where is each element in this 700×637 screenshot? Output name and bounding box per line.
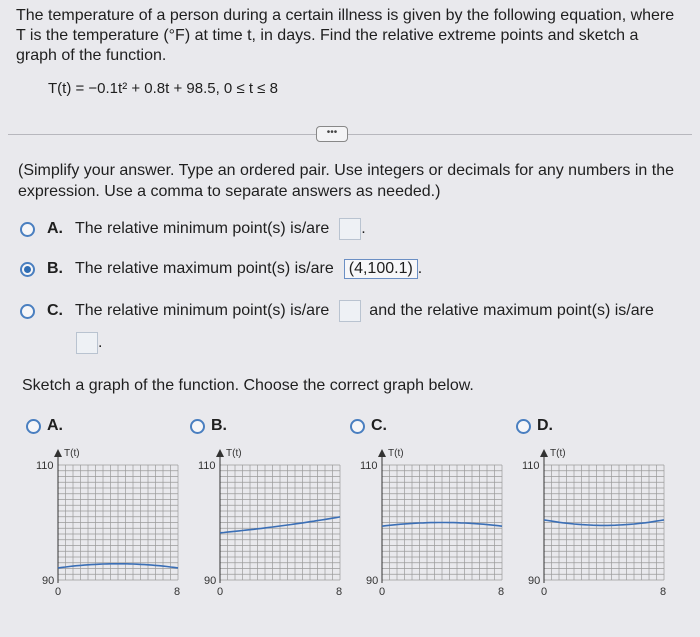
graph-d-ymax-label: 110 xyxy=(522,460,540,472)
graph-a-xmin-label: 0 xyxy=(55,586,62,598)
graph-option-b[interactable] xyxy=(190,417,239,435)
graph-option-d-radio[interactable] xyxy=(516,419,531,434)
choice-c-answer-box-min[interactable] xyxy=(339,300,361,322)
choice-b-radio[interactable] xyxy=(20,262,35,277)
graph-option-a-letter: A. xyxy=(47,417,63,434)
sketch-prompt: Sketch a graph of the function. Choose the correct graph below. xyxy=(22,377,474,394)
graph-c xyxy=(352,445,512,610)
answer-instructions: (Simplify your answer. Type an ordered pair. Use integers or decimals for any numbers in the expression. Use a comma to separate answers as needed.) xyxy=(18,162,675,200)
problem-text: The temperature of a person during a certain illness is given by the following equation, where T is the temperature (°F) at time t, in days. Find the relative extreme points and sketch a graph of the function. xyxy=(16,7,675,64)
problem-equation: T(t) = −0.1t² + 0.8t + 98.5, 0 ≤ t ≤ 8 xyxy=(48,80,278,97)
choice-c-text: The relative minimum point(s) is/are xyxy=(75,302,330,319)
graph-d-xmax-label: 8 xyxy=(660,586,667,598)
graph-option-c-letter: C. xyxy=(371,417,387,434)
choice-c-radio[interactable] xyxy=(20,304,35,319)
graph-option-d[interactable] xyxy=(516,417,565,435)
graph-d-ymin-label: 90 xyxy=(528,575,541,587)
graph-option-c-radio[interactable] xyxy=(350,419,365,434)
graph-c-xmax-label: 8 xyxy=(498,586,505,598)
more-button[interactable]: ••• xyxy=(316,126,348,142)
graph-a-ymin-label: 90 xyxy=(42,575,55,587)
graph-b xyxy=(190,445,350,610)
graph-d-ylabel: T(t) xyxy=(550,448,566,459)
choice-b[interactable]: B. The relative maximum point(s) is/are (4,100.1) . xyxy=(20,259,422,279)
graph-d-svg xyxy=(514,445,674,605)
choice-a-answer-box[interactable] xyxy=(339,218,361,240)
choice-b-answer-box[interactable]: (4,100.1) xyxy=(344,259,418,279)
graph-a-xmax-label: 8 xyxy=(174,586,181,598)
graph-b-grid xyxy=(220,465,340,580)
graph-c-ymax-label: 110 xyxy=(360,460,378,472)
graph-option-c[interactable] xyxy=(350,417,399,435)
graph-a-ylabel: T(t) xyxy=(64,448,80,459)
choice-c-text2: and the relative maximum point(s) is/are xyxy=(369,302,654,319)
graph-a-grid xyxy=(58,465,178,580)
graph-c-xmin-label: 0 xyxy=(379,586,386,598)
graph-b-axis-arrow xyxy=(216,449,224,457)
graph-c-ylabel: T(t) xyxy=(388,448,404,459)
graph-option-b-radio[interactable] xyxy=(190,419,205,434)
choice-c[interactable] xyxy=(20,300,654,322)
graph-c-svg xyxy=(352,445,512,605)
choice-c-max-row: . xyxy=(76,332,102,354)
graph-b-svg xyxy=(190,445,350,605)
graph-d-xmin-label: 0 xyxy=(541,586,548,598)
graph-b-xmin-label: 0 xyxy=(217,586,224,598)
graph-b-ymin-label: 90 xyxy=(204,575,217,587)
choice-a-radio[interactable] xyxy=(20,222,35,237)
graph-a-ymax-label: 110 xyxy=(36,460,54,472)
graph-d xyxy=(514,445,674,610)
choice-c-answer-box-max[interactable] xyxy=(76,332,98,354)
graph-a-svg xyxy=(28,445,188,605)
graph-option-b-letter: B. xyxy=(211,417,227,434)
graph-b-ymax-label: 110 xyxy=(198,460,216,472)
choice-a-text: The relative minimum point(s) is/are xyxy=(75,220,330,237)
choice-b-letter: B. xyxy=(47,260,63,277)
graph-c-axis-arrow xyxy=(378,449,386,457)
choice-c-letter: C. xyxy=(47,302,63,319)
graph-option-a-radio[interactable] xyxy=(26,419,41,434)
graph-c-ymin-label: 90 xyxy=(366,575,379,587)
graph-b-xmax-label: 8 xyxy=(336,586,343,598)
choice-b-text: The relative maximum point(s) is/are xyxy=(75,260,334,277)
choice-a[interactable]: A. The relative minimum point(s) is/are . xyxy=(20,218,366,240)
choice-a-letter: A. xyxy=(47,220,63,237)
graph-d-axis-arrow xyxy=(540,449,548,457)
graph-option-d-letter: D. xyxy=(537,417,553,434)
graph-option-a[interactable] xyxy=(26,417,75,435)
graph-a-axis-arrow xyxy=(54,449,62,457)
divider xyxy=(8,134,692,135)
graph-a xyxy=(28,445,188,610)
graph-b-ylabel: T(t) xyxy=(226,448,242,459)
